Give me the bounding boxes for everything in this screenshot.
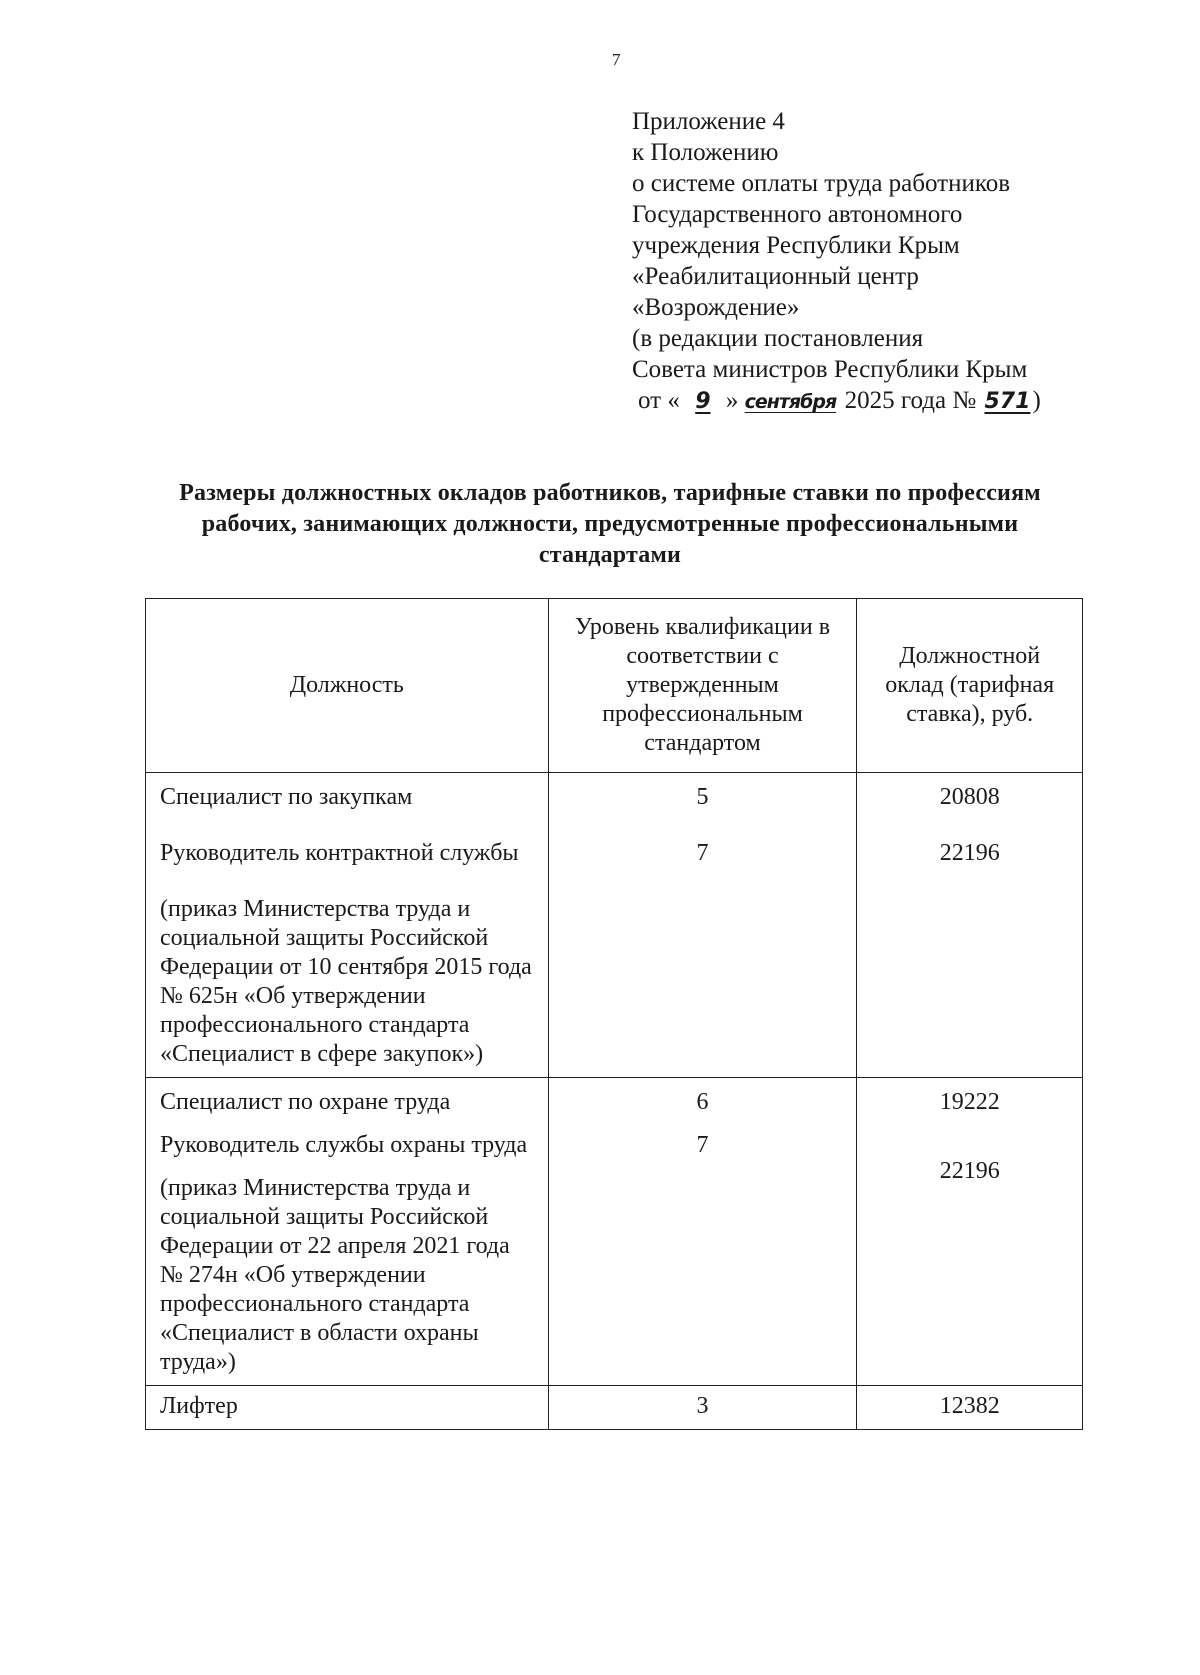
level-value: 7 [696, 1132, 709, 1158]
date-prefix: от « [638, 387, 680, 414]
salary-cell: 12382 [857, 1386, 1083, 1430]
salary-value: 22196 [939, 1158, 1000, 1184]
appendix-line: (в редакции постановления [632, 325, 924, 352]
appendix-line: к Положению [632, 139, 779, 166]
table-row [146, 1078, 1083, 1386]
appendix-line: «Реабилитационный центр [632, 263, 919, 290]
handwritten-day: 9 [695, 389, 711, 414]
appendix-line: Совета министров Республики Крым [632, 356, 1028, 383]
salary-value: 22196 [939, 840, 1000, 866]
header-position: Должность [146, 599, 549, 773]
legal-note: (приказ Министерства труда и социальной защиты Российской Федерации от 10 сентября 2015 года № 625н «Об утверждении профессионального стандарта «Специалист в сфере закупок») [160, 896, 532, 1067]
date-year: 2025 года № [844, 387, 977, 414]
salary-cell [857, 773, 1083, 1078]
appendix-block [632, 106, 1041, 418]
position-cell [146, 773, 549, 1078]
handwritten-number: 571 [984, 389, 1031, 414]
position-name: Специалист по охране труда [160, 1089, 451, 1115]
salary-value: 20808 [939, 784, 1000, 810]
appendix-line: Государственного автономного [632, 201, 963, 228]
date-mid: » [725, 387, 739, 414]
position-cell: Лифтер [146, 1386, 549, 1430]
position-name: Специалист по закупкам [160, 784, 413, 810]
appendix-line: «Возрождение» [632, 294, 800, 321]
level-cell: 3 [548, 1386, 857, 1430]
appendix-date-line [632, 385, 1041, 418]
page-number: 7 [612, 50, 621, 69]
position-name: Руководитель службы охраны труда [160, 1132, 528, 1158]
salary-table [145, 598, 1083, 1430]
appendix-line: о системе оплаты труда работников [632, 170, 1011, 197]
level-cell [548, 1078, 857, 1386]
legal-note: (приказ Министерства труда и социальной защиты Российской Федерации от 22 апреля 2021 года № 274н «Об утверждении профессионального стандарта «Специалист в области охраны труда») [160, 1175, 510, 1375]
handwritten-month: сентября [744, 391, 837, 413]
position-cell [146, 1078, 549, 1386]
salary-cell [857, 1078, 1083, 1386]
appendix-line: Приложение 4 [632, 108, 785, 135]
level-value: 7 [696, 840, 709, 866]
appendix-line: учреждения Республики Крым [632, 232, 960, 259]
level-value: 6 [696, 1089, 709, 1115]
table-row [146, 1386, 1083, 1430]
level-value: 5 [696, 784, 709, 810]
table-header-row [146, 599, 1083, 773]
table-row [146, 773, 1083, 1078]
header-salary: Должностной оклад (тарифная ставка), руб. [857, 599, 1083, 773]
document-title: Размеры должностных окладов работников, тарифные ставки по профессиям рабочих, занимающих должности, предусмотренные профессиональными стандартами [179, 480, 1041, 568]
level-cell [548, 773, 857, 1078]
position-name: Руководитель контрактной службы [160, 840, 519, 866]
header-level: Уровень квалификации в соответствии с утвержденным профессиональным стандартом [548, 599, 857, 773]
date-close: ) [1032, 387, 1041, 414]
salary-value: 19222 [939, 1089, 1000, 1115]
